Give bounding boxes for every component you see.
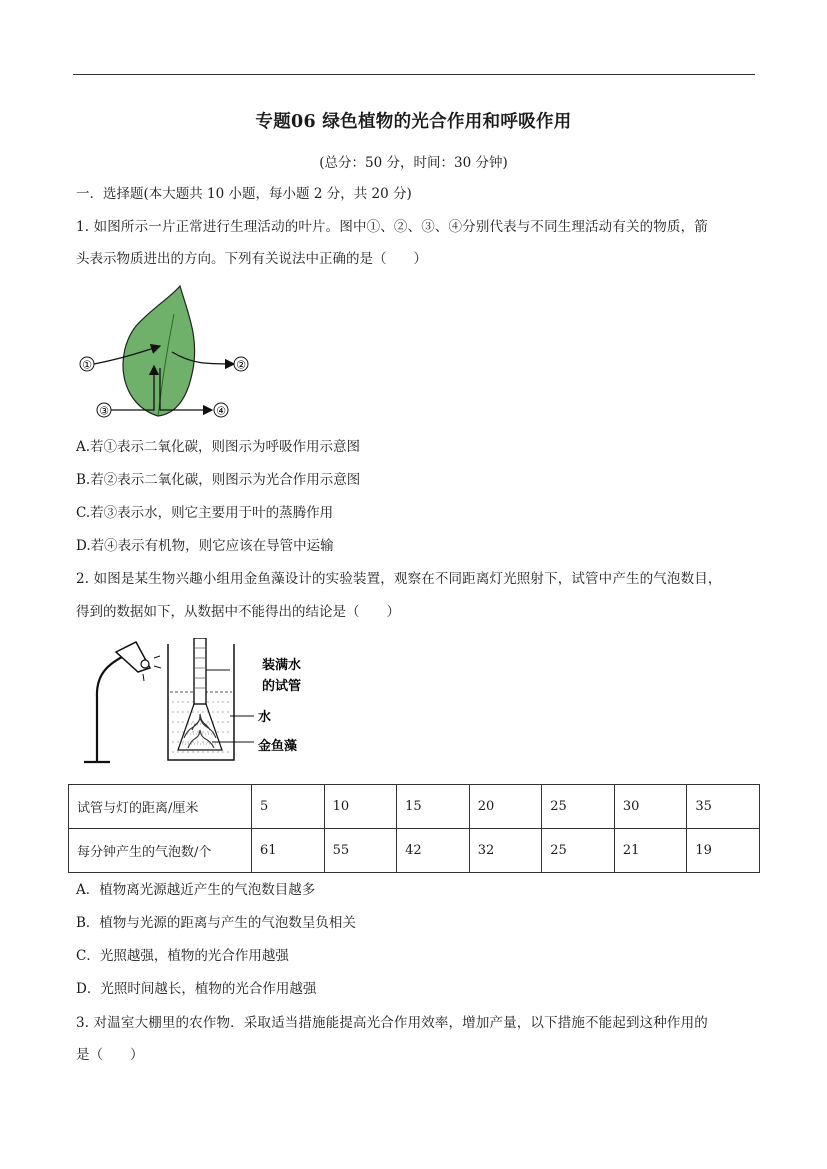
table-cell: 32 (469, 829, 542, 873)
lamp-arm (97, 656, 124, 762)
page-subtitle: (总分：50 分，时间：30 分钟) (319, 155, 508, 171)
q1-stem-line-2: 头表示物质进出的方向。下列有关说法中正确的是（ ） (76, 251, 427, 267)
q1-stem-line-1: 1. 如图所示一片正常进行生理活动的叶片。图中①、②、③、④分别代表与不同生理活动有关的物质，箭 (76, 219, 708, 235)
table-cell: 10 (324, 785, 397, 829)
table-cell: 21 (614, 829, 687, 873)
label-plant: 金鱼藻 (258, 739, 298, 754)
q2-option-d: D．光照时间越长，植物的光合作用越强 (76, 981, 317, 997)
q2-option-a: A．植物离光源越近产生的气泡数目越多 (76, 882, 316, 898)
q2-option-c: C．光照越强，植物的光合作用越强 (76, 948, 289, 964)
table-row (69, 785, 760, 829)
q1-option-d: D.若④表示有机物，则它应该在导管中运输 (76, 538, 334, 554)
q1-option-c: C.若③表示水，则它主要用于叶的蒸腾作用 (76, 505, 334, 521)
table-header-cell: 每分钟产生的气泡数/个 (69, 829, 252, 873)
table-cell: 55 (324, 829, 397, 873)
bubble-data-table (68, 784, 760, 873)
table-cell: 5 (252, 785, 325, 829)
table-cell: 25 (542, 829, 615, 873)
q1-option-a: A.若①表示二氧化碳，则图示为呼吸作用示意图 (76, 439, 361, 455)
table-row (69, 829, 760, 873)
table-cell: 15 (397, 785, 470, 829)
section-heading: 一．选择题(本大题共 10 小题，每小题 2 分，共 20 分) (76, 186, 412, 202)
table-cell: 42 (397, 829, 470, 873)
q2-option-b: B．植物与光源的距离与产生的气泡数呈负相关 (76, 915, 356, 931)
label-4: ④ (216, 404, 226, 418)
q1-option-b: B.若②表示二氧化碳，则图示为光合作用示意图 (76, 472, 361, 488)
table-cell: 19 (687, 829, 760, 873)
q3-stem-line-1: 3. 对温室大棚里的农作物．采取适当措施能提高光合作用效率，增加产量，以下措施不能起到这种作用的 (76, 1015, 708, 1031)
table-cell: 30 (614, 785, 687, 829)
q2-stem-line-2: 得到的数据如下，从数据中不能得出的结论是（ ） (76, 604, 400, 620)
label-3: ③ (99, 404, 109, 418)
table-header-cell: 试管与灯的距离/厘米 (69, 785, 252, 829)
leaf-shape (123, 286, 195, 416)
q3-stem-line-2: 是（ ） (76, 1047, 144, 1063)
label-water: 水 (258, 710, 272, 725)
table-cell: 35 (687, 785, 760, 829)
label-tube-1: 装满水 (262, 658, 302, 673)
page-title: 专题06 绿色植物的光合作用和呼吸作用 (255, 112, 572, 132)
table-cell: 20 (469, 785, 542, 829)
leaf-diagram (74, 284, 264, 424)
label-1: ① (82, 358, 92, 372)
q2-stem-line-1: 2. 如图是某生物兴趣小组用金鱼藻设计的实验装置，观察在不同距离灯光照射下，试管中产生的气泡数目， (76, 571, 722, 587)
table-cell: 61 (252, 829, 325, 873)
apparatus-diagram (84, 638, 314, 768)
funnel (178, 704, 222, 750)
header-rule (73, 74, 755, 75)
label-2: ② (236, 358, 246, 372)
table-cell: 25 (542, 785, 615, 829)
label-tube-2: 的试管 (262, 679, 302, 694)
